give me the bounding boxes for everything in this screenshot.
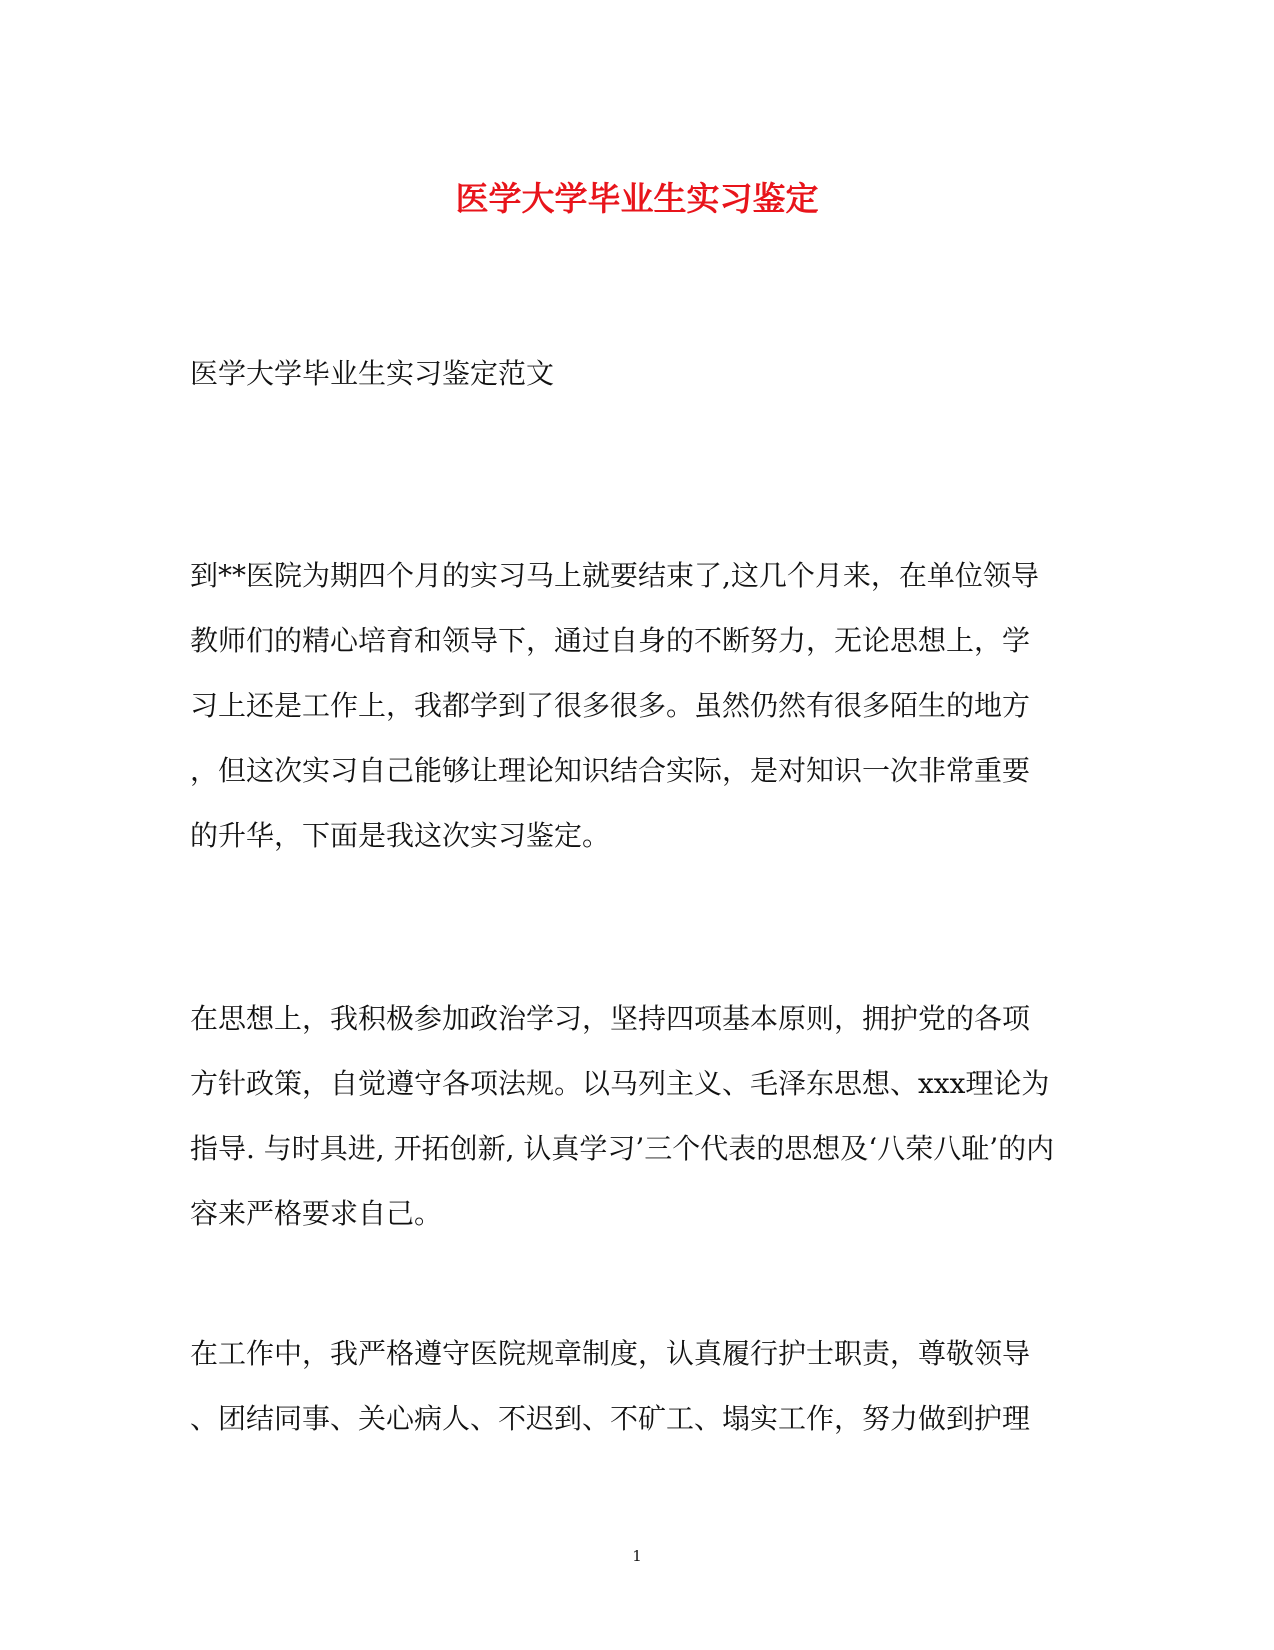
document-title: 医学大学毕业生实习鉴定 (455, 179, 819, 218)
page-number: 1 (632, 1547, 642, 1565)
paragraph-line: 在思想上，我积极参加政治学习，坚持四项基本原则，拥护党的各项 (190, 1002, 1031, 1035)
document-subtitle: 医学大学毕业生实习鉴定范文 (190, 357, 555, 390)
paragraph-line: 容来严格要求自己。 (190, 1197, 443, 1230)
paragraph-line: 教师们的精心培育和领导下，通过自身的不断努力，无论思想上，学 (190, 624, 1031, 657)
paragraph-line: 在工作中，我严格遵守医院规章制度，认真履行护士职责，尊敬领导 (190, 1337, 1031, 1370)
paragraph-3 (190, 1321, 1090, 1451)
paragraph-line: 到**医院为期四个月的实习马上就要结束了,这几个月来，在单位领导 (190, 559, 1039, 592)
paragraph-line: 方针政策，自觉遵守各项法规。以马列主义、毛泽东思想、xxx理论为 (190, 1067, 1050, 1100)
paragraph-line: ，但这次实习自己能够让理论知识结合实际，是对知识一次非常重要 (190, 754, 1031, 787)
paragraph-line: 、团结同事、关心病人、不迟到、不矿工、塌实工作，努力做到护理 (190, 1402, 1031, 1435)
paragraph-line: 习上还是工作上，我都学到了很多很多。虽然仍然有很多陌生的地方 (190, 689, 1031, 722)
paragraph-2 (190, 986, 1090, 1246)
paragraph-line: 指导. 与时具进, 开拓创新, 认真学习’三个代表的思想及‘八荣八耻’的内 (190, 1132, 1055, 1165)
paragraph-1 (190, 543, 1090, 868)
paragraph-line: 的升华，下面是我这次实习鉴定。 (190, 819, 611, 852)
